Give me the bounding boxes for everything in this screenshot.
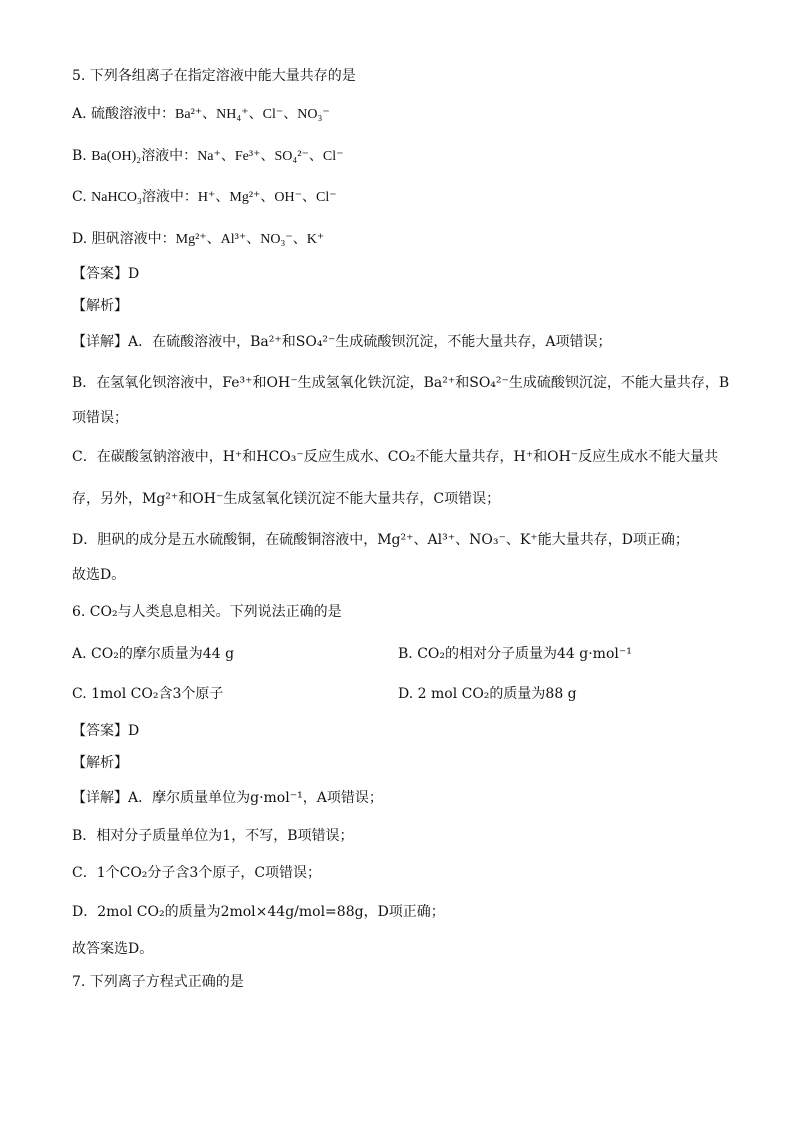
q5-conclusion: 故选D。 [72, 567, 126, 583]
q7-stem: 7. 下列离子方程式正确的是 [72, 974, 244, 990]
option-text: 溶液中： [141, 148, 198, 164]
q5-detail-b-line2: 项错误； [72, 410, 128, 426]
q5-stem: 5. 下列各组离子在指定溶液中能大量共存的是 [72, 68, 356, 84]
q5-detail-a: 【详解】A．在硫酸溶液中，Ba²⁺和SO₄²⁻生成硫酸钡沉淀，不能大量共存，A项错误； [72, 334, 612, 350]
solution-formula: NaHCO₃ [91, 190, 142, 205]
q6-option-a: A. CO₂的摩尔质量为44 g [72, 646, 235, 662]
q6-option-c: C. 1mol CO₂含3个原子 [72, 686, 224, 702]
q5-option-b [72, 146, 343, 167]
q6-answer: 【答案】D [72, 723, 140, 739]
option-label: A. 硫酸溶液中： [72, 106, 176, 122]
option-label: D. 胆矾溶液中： [72, 231, 176, 247]
option-label: B. [72, 148, 92, 164]
q6-detail-a: 【详解】A．摩尔质量单位为g·mol⁻¹，A项错误； [72, 790, 383, 806]
q6-option-d: D. 2 mol CO₂的质量为88 g [398, 686, 577, 702]
q5-answer: 【答案】D [72, 266, 140, 282]
option-text: 溶液中： [141, 189, 198, 205]
q5-detail-d: D．胆矾的成分是五水硫酸铜，在硫酸铜溶液中，Mg²⁺、Al³⁺、NO₃⁻、K⁺能大量共存，D项正确； [72, 532, 689, 548]
q6-detail-b: B．相对分子质量单位为1，不写，B项错误； [72, 828, 354, 844]
q6-conclusion: 故答案选D。 [72, 941, 154, 957]
solution-formula: Ba(OH)₂ [91, 149, 142, 164]
q5-detail-b-line1: B．在氢氧化钡溶液中，Fe³⁺和OH⁻生成氢氧化铁沉淀，Ba²⁺和SO₄²⁻生成硫酸钡沉淀，不能大量共存，B [72, 375, 730, 391]
q5-option-c [72, 187, 337, 208]
q6-detail-c: C．1个CO₂分子含3个原子，C项错误； [72, 865, 322, 881]
q5-detail-c-line1: C．在碳酸氢钠溶液中，H⁺和HCO₃⁻反应生成水、CO₂不能大量共存，H⁺和OH⁻反应生成水不能大量共 [72, 449, 719, 465]
q6-stem: 6. CO₂与人类息息相关。下列说法正确的是 [72, 604, 342, 620]
ion-list: H⁺、Mg²⁺、OH⁻、Cl⁻ [197, 190, 337, 205]
q5-option-d [72, 229, 324, 250]
ion-list: Na⁺、Fe³⁺、SO₄²⁻、Cl⁻ [197, 149, 344, 164]
q6-detail-d: D．2mol CO₂的质量为2mol×44g/mol=88g，D项正确； [72, 904, 445, 920]
option-label: C. [72, 189, 92, 205]
q6-analysis-label: 【解析】 [72, 755, 128, 771]
q5-detail-c-line2: 存，另外，Mg²⁺和OH⁻生成氢氧化镁沉淀不能大量共存，C项错误； [72, 491, 501, 507]
q6-option-b: B. CO₂的相对分子质量为44 g·mol⁻¹ [398, 646, 632, 662]
q5-analysis-label: 【解析】 [72, 298, 128, 314]
ion-list: Ba²⁺、NH₄⁺、Cl⁻、NO₃⁻ [175, 107, 330, 122]
q5-option-a [72, 104, 330, 125]
ion-list: Mg²⁺、Al³⁺、NO₃⁻、K⁺ [175, 232, 325, 247]
